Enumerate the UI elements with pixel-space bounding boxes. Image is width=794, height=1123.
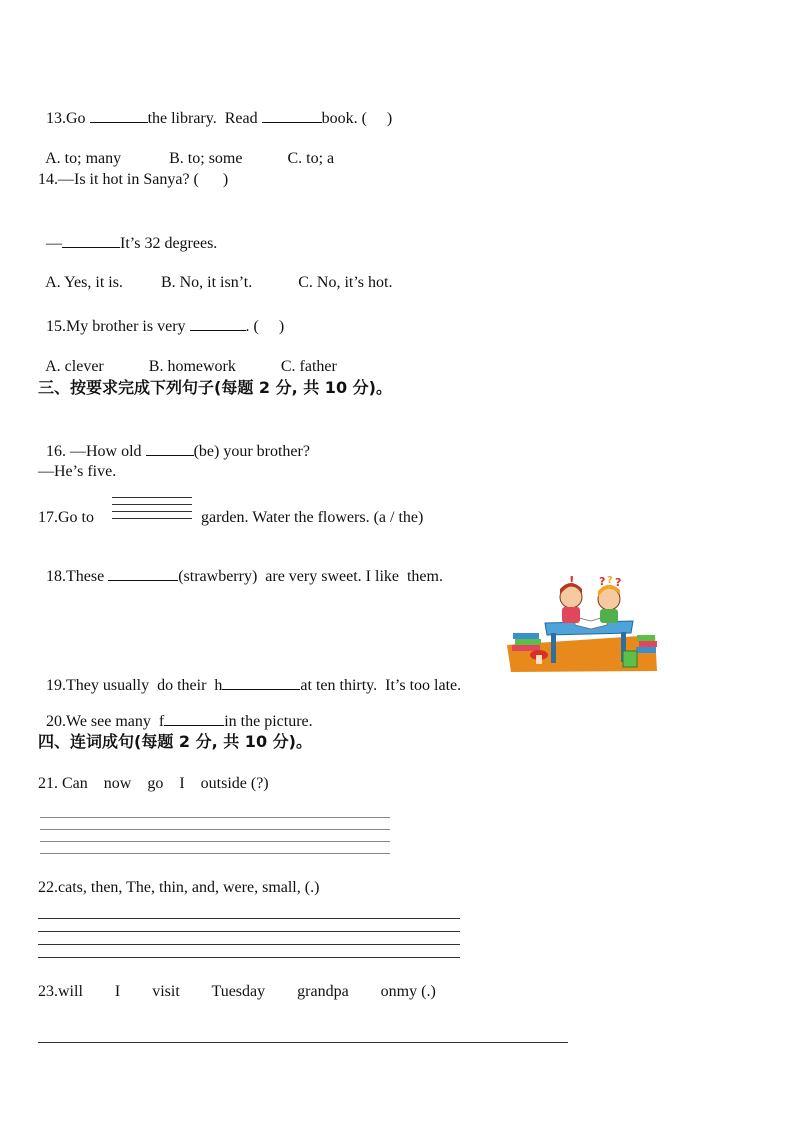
q20-text-start: 20.We see many f xyxy=(46,713,165,730)
q15-options xyxy=(38,337,337,377)
q17-blank-line-2[interactable] xyxy=(112,504,192,505)
q16-question xyxy=(38,420,310,462)
q13-option-c[interactable]: C. to; a xyxy=(287,150,335,167)
q20-text-end: in the picture. xyxy=(224,713,313,730)
q17-text-start: 17.Go to xyxy=(38,509,94,526)
q14-option-b[interactable]: B. No, it isn’t. xyxy=(160,274,253,291)
q15-option-a[interactable]: A. clever xyxy=(45,358,104,375)
q21-answer-line-1[interactable] xyxy=(40,817,390,818)
svg-text:?: ? xyxy=(615,576,622,589)
q14-dash: — xyxy=(46,235,62,252)
svg-text:?: ? xyxy=(607,575,613,586)
q22-answer-line-4[interactable] xyxy=(38,957,460,958)
q18-blank[interactable] xyxy=(108,565,178,581)
q14-question: 14.—Is it hot in Sanya? ( ) xyxy=(38,171,229,188)
q22-answer-line-3[interactable] xyxy=(38,944,460,945)
q14-blank[interactable] xyxy=(62,232,120,248)
q17-blank-line-4[interactable] xyxy=(112,518,192,519)
q13-text-end: book. ( ) xyxy=(321,110,393,127)
q16-blank[interactable] xyxy=(146,440,194,456)
q13-question xyxy=(38,87,392,129)
q23-question: 23.will I visit Tuesday grandpa onmy (.) xyxy=(38,983,436,1000)
q13-option-a[interactable]: A. to; many xyxy=(45,150,122,167)
q21-answer-line-4[interactable] xyxy=(40,853,390,854)
q17-text-end: garden. Water the flowers. (a / the) xyxy=(201,509,424,526)
q14-options xyxy=(38,253,392,293)
q18-text-start: 18.These xyxy=(46,568,109,585)
q15-option-b[interactable]: B. homework xyxy=(148,358,236,375)
q16-answer: —He’s five. xyxy=(38,463,117,480)
q22-question: 22.cats, then, The, thin, and, were, small, (.) xyxy=(38,879,320,896)
q22-answer-line-2[interactable] xyxy=(38,931,460,932)
q13-text-mid: the library. Read xyxy=(147,110,262,127)
q21-answer-line-2[interactable] xyxy=(40,829,390,830)
section-4-title: 四、连词成句(每题 2 分, 共 10 分)。 xyxy=(38,732,312,751)
q15-text-start: 15.My brother is very xyxy=(46,318,190,335)
q18-text-end: (strawberry) are very sweet. I like them. xyxy=(178,568,443,585)
svg-text:?: ? xyxy=(599,575,606,588)
q15-text-end: . ( ) xyxy=(245,318,285,335)
q20-blank[interactable] xyxy=(164,710,224,726)
q14-answer-line xyxy=(38,212,217,254)
q16-text-start: 16. —How old xyxy=(46,443,146,460)
q18-question xyxy=(38,545,443,587)
q23-answer-line[interactable] xyxy=(38,1042,568,1043)
q13-options xyxy=(38,129,334,169)
q15-blank[interactable] xyxy=(190,315,246,331)
q13-blank-1[interactable] xyxy=(90,107,148,123)
q13-option-b[interactable]: B. to; some xyxy=(169,150,243,167)
q16-text-end: (be) your brother? xyxy=(193,443,310,460)
q17-blank-line-1[interactable] xyxy=(112,497,192,498)
q19-blank[interactable] xyxy=(222,674,300,690)
q21-question: 21. Can now go I outside (?) xyxy=(38,775,269,792)
q15-option-c[interactable]: C. father xyxy=(280,358,337,375)
q14-option-c[interactable]: C. No, it’s hot. xyxy=(298,274,393,291)
q22-answer-line-1[interactable] xyxy=(38,918,460,919)
q13-text-start: 13.Go xyxy=(46,110,90,127)
q20-question xyxy=(38,690,313,732)
q19-text-start: 19.They usually do their h xyxy=(46,677,223,694)
section-3-title: 三、按要求完成下列句子(每题 2 分, 共 10 分)。 xyxy=(38,378,392,397)
q13-blank-2[interactable] xyxy=(262,107,322,123)
q17-blank-line-3[interactable] xyxy=(112,511,192,512)
q15-question xyxy=(38,295,284,337)
svg-text:!: ! xyxy=(569,575,575,588)
q19-text-end: at ten thirty. It’s too late. xyxy=(300,677,462,694)
q14-option-a[interactable]: A. Yes, it is. xyxy=(45,274,123,291)
q21-answer-line-3[interactable] xyxy=(40,841,390,842)
children-studying-icon xyxy=(505,575,660,673)
q14-answer: It’s 32 degrees. xyxy=(120,235,218,252)
